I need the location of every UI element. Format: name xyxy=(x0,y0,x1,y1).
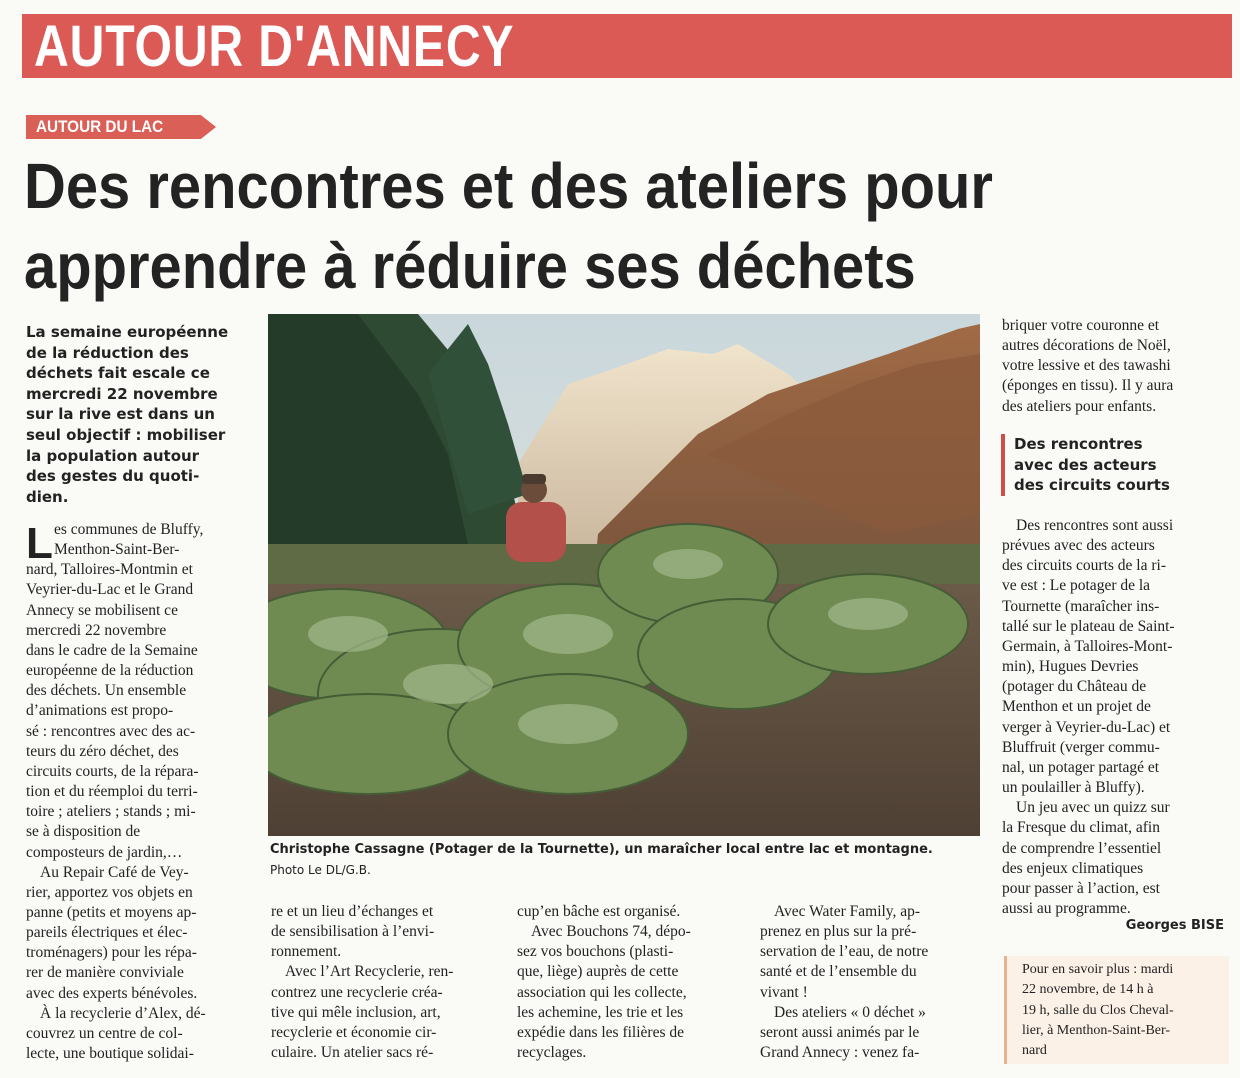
body-line: tive qui mêle inclusion, art, xyxy=(271,1003,441,1021)
body-column-2 xyxy=(271,902,497,1063)
body-line: expédie dans les filières de xyxy=(517,1023,684,1041)
info-line: Pour en savoir plus : mardi xyxy=(1022,962,1174,977)
body-line: À la recyclerie d’Alex, dé- xyxy=(40,1004,206,1022)
body-line: Avec Bouchons 74, dépo- xyxy=(531,923,691,941)
body-line: es communes de Bluffy, xyxy=(54,521,204,538)
body-line: Grand Annecy : venez fa- xyxy=(760,1044,920,1062)
body-line: Avec Water Family, ap- xyxy=(774,903,921,920)
body-line: lecte, une boutique solidai- xyxy=(26,1045,194,1063)
body-line: mercredi 22 novembre xyxy=(26,621,167,639)
body-line: Un jeu avec un quizz sur xyxy=(1016,799,1170,817)
body-line: toire ; ateliers ; stands ; mi- xyxy=(26,803,196,821)
body-line: cup’en bâche est organisé. xyxy=(517,903,681,920)
body-line: troménagers) pour les répa- xyxy=(26,944,197,962)
body-line: Menthon-Saint-Ber- xyxy=(54,541,180,559)
lede-line: sur la rive est dans un xyxy=(26,405,215,424)
body-line: association qui les collecte, xyxy=(517,983,687,1001)
body-line: culaire. Un atelier sacs ré- xyxy=(271,1044,434,1062)
body-line: Bluffruit (verger commu- xyxy=(1002,738,1160,756)
body-line: avec des experts bénévoles. xyxy=(26,984,198,1002)
body-line: Veyrier-du-Lac et le Grand xyxy=(26,581,194,599)
lede-line: mercredi 22 novembre xyxy=(26,384,218,403)
body-line: prévues avec des acteurs xyxy=(1002,537,1155,555)
body-line: briquer votre couronne et xyxy=(1002,317,1160,334)
body-line: composteurs de jardin,… xyxy=(26,843,183,861)
headline xyxy=(24,146,1146,306)
body-line: un poulailler à Bluffy). xyxy=(1002,779,1145,797)
body-line: rer de manière conviviale xyxy=(26,964,184,982)
body-line: Annecy se mobilisent ce xyxy=(26,601,178,619)
info-line: nard xyxy=(1022,1043,1047,1059)
body-line: (éponges en tissu). Il y aura xyxy=(1002,377,1174,395)
body-line: tallé sur le plateau de Saint- xyxy=(1002,617,1175,635)
article-photo xyxy=(268,314,980,836)
body-line: des ateliers pour enfants. xyxy=(1002,397,1157,415)
body-line: seront aussi animés par le xyxy=(760,1023,920,1041)
body-line: nard, Talloires-Montmin et xyxy=(26,561,193,579)
lede-line: des gestes du quoti- xyxy=(26,467,200,486)
body-line: des circuits courts de la ri- xyxy=(1002,557,1166,575)
photo-caption xyxy=(270,840,970,881)
subheading-line: des circuits courts xyxy=(1014,476,1170,494)
body-line: panne (petits et moyens ap- xyxy=(26,903,197,921)
body-line: de sensibilisation à l’envi- xyxy=(271,923,435,941)
body-line: se à disposition de xyxy=(26,823,141,841)
body-line: Menthon et un projet de xyxy=(1002,698,1151,716)
lede-line: La semaine européenne xyxy=(26,323,229,341)
body-line: ronnement. xyxy=(271,943,342,961)
drop-cap: L xyxy=(26,519,53,568)
body-line: Des rencontres sont aussi xyxy=(1016,517,1174,534)
body-line: dans le cadre de la Semaine xyxy=(26,641,198,659)
body-line: les achemine, les trie et les xyxy=(517,1003,684,1021)
body-line: Avec l’Art Recyclerie, ren- xyxy=(285,963,454,981)
body-line: nal, un potager partagé et xyxy=(1002,758,1160,776)
headline-line: apprendre à réduire ses déchets xyxy=(24,230,916,302)
body-line: ve est : Le potager de la xyxy=(1002,577,1151,595)
body-line: teurs du zéro déchet, des xyxy=(26,742,179,760)
body-line: votre lessive et des tawashi xyxy=(1002,357,1171,375)
body-line: des déchets. Un ensemble xyxy=(26,682,187,700)
info-line: 22 novembre, de 14 h à xyxy=(1022,982,1154,998)
body-column-1 xyxy=(26,520,250,1064)
body-line: sé : rencontres avec des ac- xyxy=(26,722,196,740)
body-line: min), Hugues Devries xyxy=(1002,658,1139,676)
body-line: aussi au programme. xyxy=(1002,899,1131,917)
body-line: recyclerie et économie cir- xyxy=(271,1023,437,1041)
body-line: pareils électriques et élec- xyxy=(26,924,188,942)
lede-line: de la réduction des xyxy=(26,343,189,362)
body-column-4 xyxy=(760,902,986,1063)
body-line: autres décorations de Noël, xyxy=(1002,337,1171,355)
body-line: re et un lieu d’échanges et xyxy=(271,903,434,920)
body-line: pour passer à l’action, est xyxy=(1002,879,1160,897)
info-line: lier, à Menthon-Saint-Ber- xyxy=(1022,1022,1171,1038)
body-line: verger à Veyrier-du-Lac) et xyxy=(1002,718,1171,736)
body-line: que, liège) auprès de cette xyxy=(517,963,679,981)
body-line: Tournette (maraîcher ins- xyxy=(1002,597,1160,615)
body-line: de comprendre l’essentiel xyxy=(1002,839,1162,857)
info-box-text xyxy=(1022,960,1232,1061)
body-column-3 xyxy=(517,902,743,1063)
body-line: européenne de la réduction xyxy=(26,662,194,680)
body-column-5 xyxy=(1002,516,1224,919)
body-line: (potager du Château de xyxy=(1002,678,1147,696)
lede-line: la population autour xyxy=(26,446,200,465)
body-line: vivant ! xyxy=(760,983,808,1001)
body-line: la Fresque du climat, afin xyxy=(1002,819,1160,837)
rubric-label: AUTOUR DU LAC xyxy=(36,117,164,136)
lede xyxy=(26,322,252,507)
lede-line: seul objectif : mobiliser xyxy=(26,425,226,444)
body-line: d’animations est propo- xyxy=(26,702,174,720)
lede-line: déchets fait escale ce xyxy=(26,364,210,383)
author-signature: Georges BISE xyxy=(1125,918,1224,933)
body-column-5-top xyxy=(1002,316,1224,417)
body-line: tion et du réemploi du terri- xyxy=(26,783,198,801)
lede-line: dien. xyxy=(26,487,69,506)
body-line: circuits courts, de la répara- xyxy=(26,762,199,780)
body-line: santé et de l’ensemble du xyxy=(760,963,917,981)
body-line: prenez en plus sur la pré- xyxy=(760,923,917,941)
body-line: des enjeux climatiques xyxy=(1002,859,1144,877)
body-line: recyclages. xyxy=(517,1044,587,1062)
info-line: 19 h, salle du Clos Cheval- xyxy=(1022,1002,1174,1018)
body-line: rier, apportez vos objets en xyxy=(26,883,193,901)
caption-text: Christophe Cassagne (Potager de la Tournette), un maraîcher local entre lac et montagne. xyxy=(270,842,933,857)
subheading-line: Des rencontres xyxy=(1014,435,1143,453)
body-line: Au Repair Café de Vey- xyxy=(40,863,189,881)
subheading-line: avec des acteurs xyxy=(1014,455,1157,474)
body-line: Des ateliers « 0 déchet » xyxy=(774,1003,926,1021)
body-line: couvrez un centre de col- xyxy=(26,1024,183,1042)
body-line: Germain, à Talloires-Mont- xyxy=(1002,637,1173,655)
body-line: sez vos bouchons (plasti- xyxy=(517,943,674,961)
body-line: contrez une recyclerie créa- xyxy=(271,983,443,1001)
subheading xyxy=(1001,434,1234,496)
body-line: servation de l’eau, de notre xyxy=(760,943,929,961)
headline-line: Des rencontres et des ateliers pour xyxy=(24,150,993,222)
photo-credit: Photo Le DL/G.B. xyxy=(270,863,371,877)
section-title: AUTOUR D'ANNECY xyxy=(34,14,515,79)
